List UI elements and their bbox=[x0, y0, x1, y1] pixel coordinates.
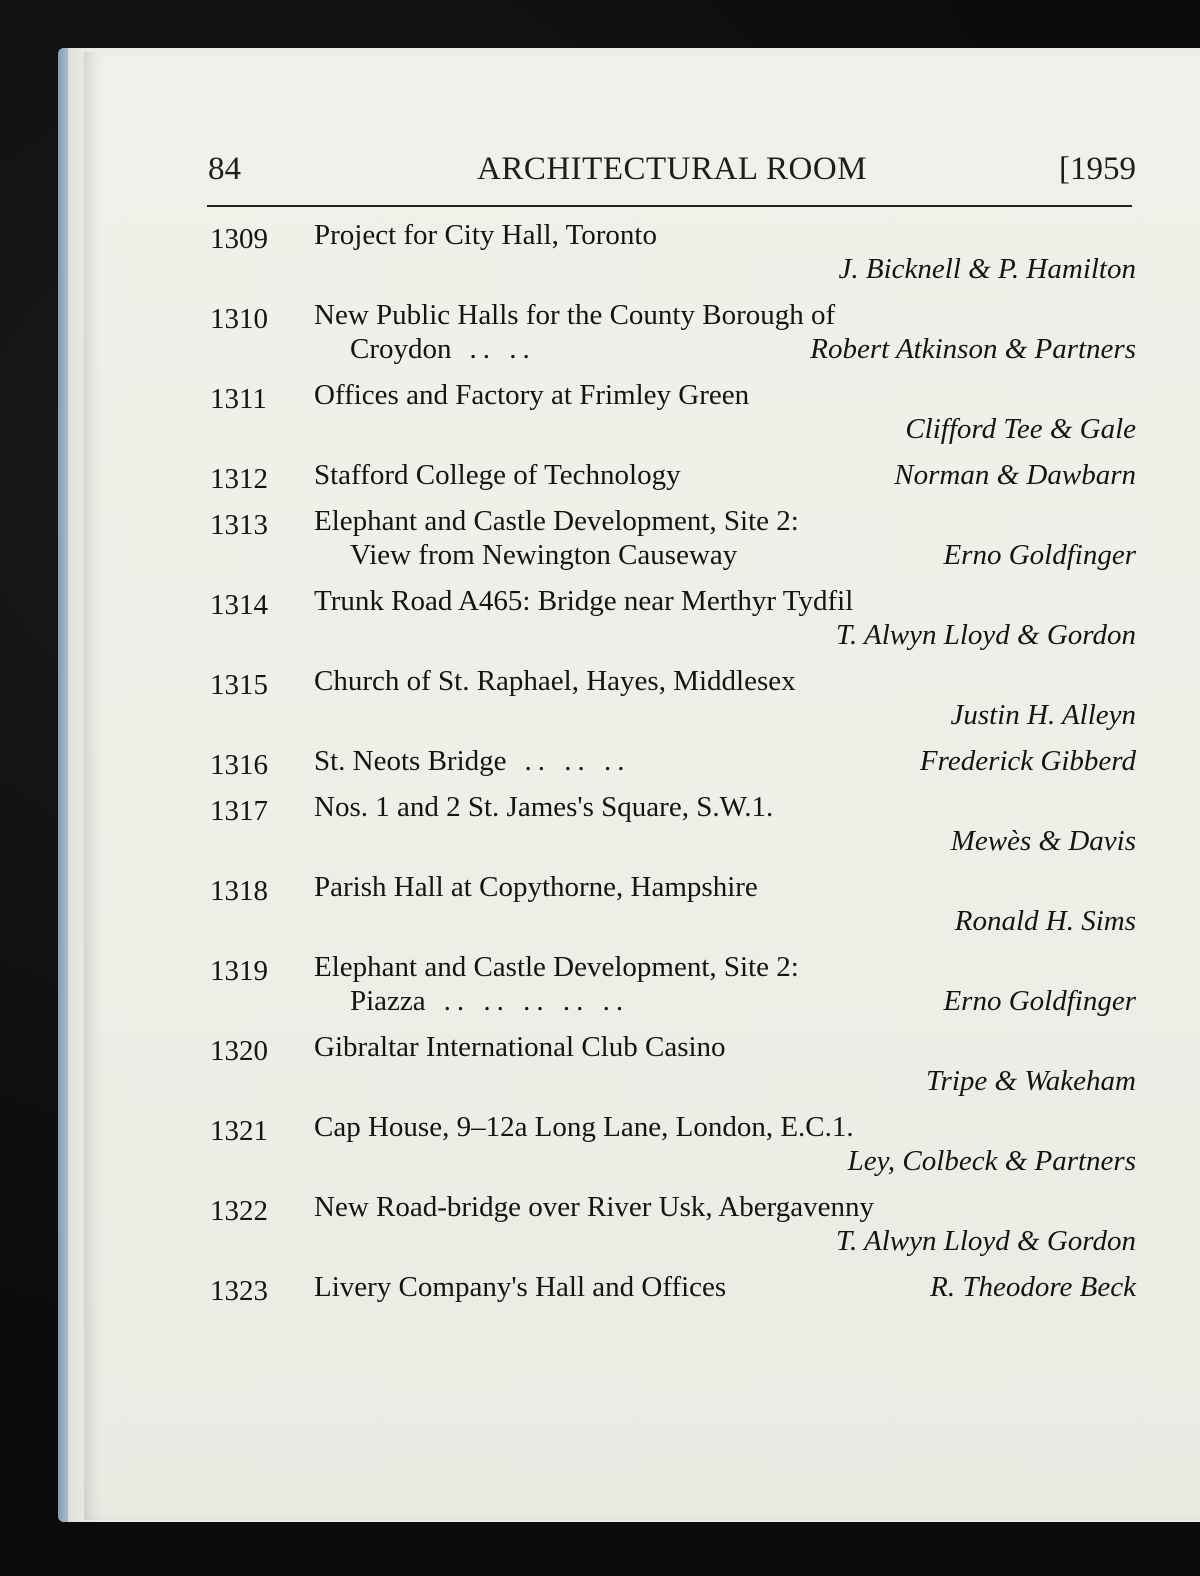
entry-1315 bbox=[208, 664, 1136, 732]
entry-title: Elephant and Castle Development, Site 2: bbox=[314, 505, 799, 537]
entry-1320 bbox=[208, 1030, 1136, 1098]
entry-1312 bbox=[208, 458, 1136, 495]
entry-title: Stafford College of Technology bbox=[314, 459, 681, 491]
leader-dots: .. .. bbox=[469, 333, 536, 365]
entry-number: 1315 bbox=[210, 669, 268, 701]
entry-title: Parish Hall at Copythorne, Hampshire bbox=[314, 871, 758, 903]
entry-number: 1322 bbox=[210, 1195, 268, 1227]
entry-number: 1309 bbox=[210, 223, 268, 255]
entry-number: 1310 bbox=[210, 303, 268, 335]
entry-title: Cap House, 9–12a Long Lane, London, E.C.1. bbox=[314, 1111, 854, 1143]
catalogue-entries bbox=[208, 218, 1136, 1316]
entry-number: 1318 bbox=[210, 875, 268, 907]
entry-title-continued bbox=[314, 984, 1136, 1018]
entry-architect: Robert Atkinson & Partners bbox=[810, 333, 1136, 365]
entry-architect: Ley, Colbeck & Partners bbox=[847, 1145, 1136, 1177]
entry-1319 bbox=[208, 950, 1136, 1018]
entry-line bbox=[314, 1270, 1136, 1304]
entry-title: Elephant and Castle Development, Site 2: bbox=[314, 951, 799, 983]
entry-architect: R. Theodore Beck bbox=[930, 1271, 1136, 1303]
entry-architect: Erno Goldfinger bbox=[943, 985, 1136, 1017]
entry-architect: Erno Goldfinger bbox=[943, 539, 1136, 571]
entry-1313 bbox=[208, 504, 1136, 572]
leader-dots: .. .. .. .. .. bbox=[443, 985, 630, 1017]
entry-number: 1320 bbox=[210, 1035, 268, 1067]
entry-architect: J. Bicknell & P. Hamilton bbox=[838, 253, 1136, 285]
entry-1323 bbox=[208, 1270, 1136, 1307]
entry-architect: Frederick Gibberd bbox=[919, 745, 1136, 777]
entry-1311 bbox=[208, 378, 1136, 446]
entry-1318 bbox=[208, 870, 1136, 938]
entry-architect: Tripe & Wakeham bbox=[926, 1065, 1136, 1097]
entry-number: 1316 bbox=[210, 749, 268, 781]
leader-dots: .. .. .. bbox=[524, 745, 631, 777]
entry-title-continued bbox=[314, 538, 1136, 572]
entry-line bbox=[314, 458, 1136, 492]
entry-title: Livery Company's Hall and Offices bbox=[314, 1271, 727, 1303]
page-number: 84 bbox=[208, 151, 241, 187]
entry-title: Gibraltar International Club Casino bbox=[314, 1031, 726, 1063]
entry-title: New Public Halls for the County Borough of bbox=[314, 299, 836, 331]
entry-title: New Road-bridge over River Usk, Abergavenny bbox=[314, 1191, 874, 1223]
entry-1314 bbox=[208, 584, 1136, 652]
entry-1321 bbox=[208, 1110, 1136, 1178]
entry-1322 bbox=[208, 1190, 1136, 1258]
entry-architect: T. Alwyn Lloyd & Gordon bbox=[836, 1225, 1136, 1257]
entry-title: St. Neots Bridge bbox=[314, 745, 507, 777]
entry-line bbox=[314, 744, 1136, 778]
running-head bbox=[208, 148, 1136, 190]
entry-number: 1313 bbox=[210, 509, 268, 541]
entry-number: 1312 bbox=[210, 463, 268, 495]
page-year: [1959 bbox=[1059, 151, 1136, 187]
entry-architect: Norman & Dawbarn bbox=[894, 459, 1136, 491]
entry-architect: T. Alwyn Lloyd & Gordon bbox=[836, 619, 1136, 651]
entry-number: 1323 bbox=[210, 1275, 268, 1307]
entry-architect: Clifford Tee & Gale bbox=[905, 413, 1136, 445]
entry-title-line2: Piazza bbox=[350, 985, 426, 1017]
entry-1316 bbox=[208, 744, 1136, 781]
entry-title: Trunk Road A465: Bridge near Merthyr Tydfil bbox=[314, 585, 854, 617]
entry-title-line2: View from Newington Causeway bbox=[350, 539, 738, 571]
entry-title: Nos. 1 and 2 St. James's Square, S.W.1. bbox=[314, 791, 774, 823]
entry-architect: Mewès & Davis bbox=[950, 825, 1136, 857]
entry-1309 bbox=[208, 218, 1136, 286]
page-title: ARCHITECTURAL ROOM bbox=[476, 151, 868, 187]
entry-architect: Justin H. Alleyn bbox=[950, 699, 1136, 731]
entry-number: 1314 bbox=[210, 589, 268, 621]
entry-number: 1311 bbox=[210, 383, 267, 415]
entry-title: Project for City Hall, Toronto bbox=[314, 219, 657, 251]
entry-title: Offices and Factory at Frimley Green bbox=[314, 379, 750, 411]
header-rule bbox=[207, 205, 1132, 207]
entry-number: 1319 bbox=[210, 955, 268, 987]
entry-architect: Ronald H. Sims bbox=[954, 905, 1136, 937]
entry-number: 1317 bbox=[210, 795, 268, 827]
entry-title-line2: Croydon bbox=[350, 333, 452, 365]
entry-1317 bbox=[208, 790, 1136, 858]
entry-title: Church of St. Raphael, Hayes, Middlesex bbox=[314, 665, 796, 697]
entry-number: 1321 bbox=[210, 1115, 268, 1147]
entry-title-continued bbox=[314, 332, 1136, 366]
entry-1310 bbox=[208, 298, 1136, 366]
book-edge-tint bbox=[58, 48, 68, 1522]
